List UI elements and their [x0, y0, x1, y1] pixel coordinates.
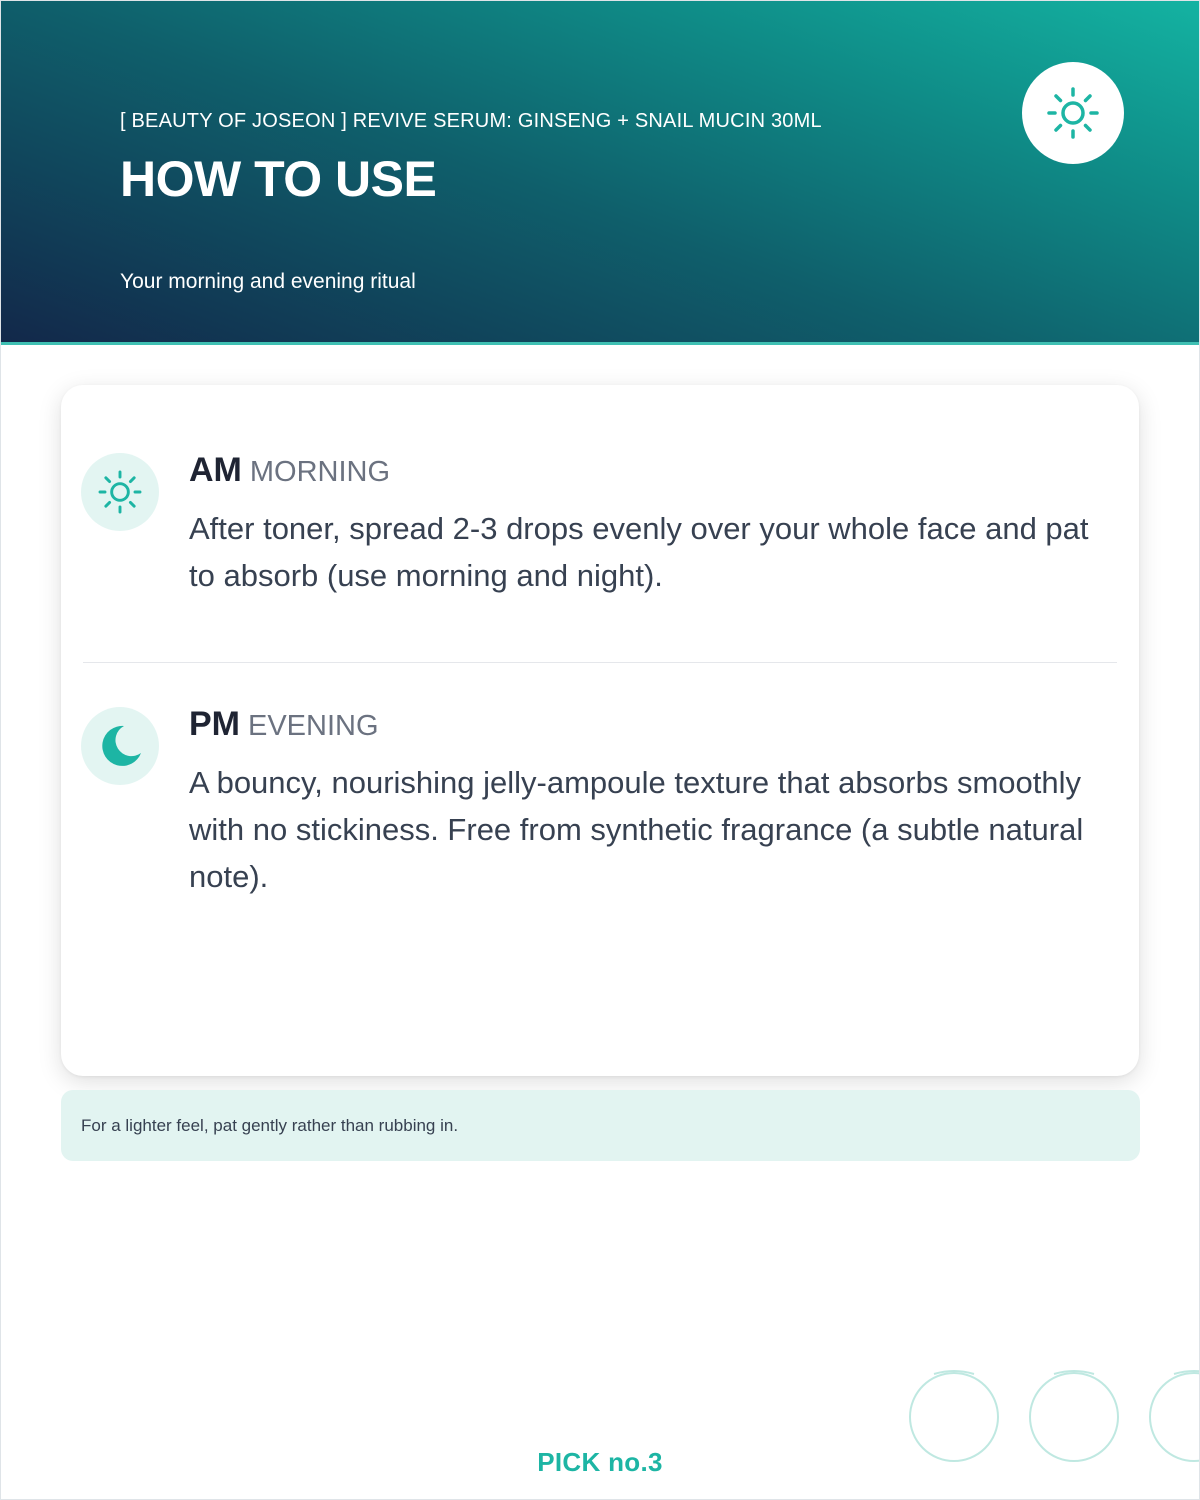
sun-icon [95, 467, 145, 517]
pm-heading [189, 705, 379, 744]
am-label: MORNING [249, 456, 391, 488]
page-title: HOW TO USE [120, 151, 437, 207]
tip-banner: For a lighter feel, pat gently rather than rubbing in. [61, 1090, 1140, 1161]
pm-instructions: A bouncy, nourishing jelly-ampoule texture that absorbs smoothly with no stickiness. Free from synthetic fragrance (a subtle natural note). [189, 765, 1084, 894]
routine-divider [83, 662, 1117, 663]
am-icon-badge [81, 453, 159, 531]
header-banner [0, 0, 1200, 345]
routine-card [61, 385, 1139, 1076]
pm-icon-badge [81, 707, 159, 785]
am-instructions: After toner, spread 2-3 drops evenly over your whole face and pat to absorb (use morning and night). [189, 511, 1089, 593]
moon-icon [94, 720, 146, 772]
am-heading [189, 451, 390, 490]
page-subtitle: Your morning and evening ritual [120, 270, 416, 293]
product-eyebrow: [ BEAUTY OF JOSEON ] REVIVE SERUM: GINSENG + SNAIL MUCIN 30ML [120, 110, 822, 132]
header-badge [1022, 62, 1124, 164]
sun-icon [1043, 83, 1103, 143]
pm-label: EVENING [248, 710, 379, 742]
pm-code: PM [189, 705, 240, 743]
am-code: AM [189, 451, 242, 489]
pick-label: PICK no.3 [537, 1447, 663, 1477]
